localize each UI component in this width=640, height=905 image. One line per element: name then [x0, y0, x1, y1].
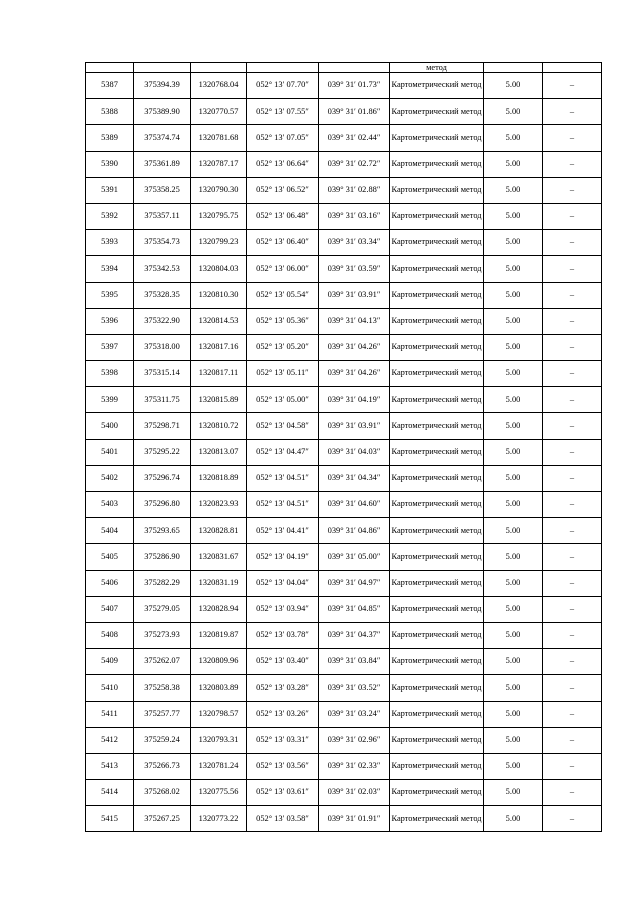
- description-cell: –: [543, 256, 602, 282]
- y-coordinate-cell: 1320803.89: [191, 675, 247, 701]
- accuracy-cell: 5.00: [484, 361, 543, 387]
- accuracy-cell: 5.00: [484, 596, 543, 622]
- method-cell: Картометрический метод: [390, 701, 484, 727]
- description-cell: –: [543, 282, 602, 308]
- latitude-cell: 052° 13′ 04.51″: [247, 465, 319, 491]
- y-coordinate-cell: 1320773.22: [191, 806, 247, 832]
- point-number-cell: 5398: [86, 361, 134, 387]
- point-number-cell: 5412: [86, 727, 134, 753]
- method-cell: Картометрический метод: [390, 544, 484, 570]
- point-number-cell: 5395: [86, 282, 134, 308]
- table-row: [86, 596, 602, 622]
- longitude-cell: 039° 31′ 04.13″: [319, 308, 390, 334]
- x-coordinate-cell: 375279.05: [134, 596, 191, 622]
- point-number-cell: 5393: [86, 230, 134, 256]
- point-number-cell: 5409: [86, 649, 134, 675]
- accuracy-cell: 5.00: [484, 806, 543, 832]
- table-row: [86, 649, 602, 675]
- table-row: [86, 622, 602, 648]
- x-coordinate-cell: 375374.74: [134, 125, 191, 151]
- continuation-cell: [484, 63, 543, 73]
- table-row: [86, 361, 602, 387]
- longitude-cell: 039° 31′ 03.24″: [319, 701, 390, 727]
- longitude-cell: 039° 31′ 03.16″: [319, 203, 390, 229]
- table-row: [86, 308, 602, 334]
- continuation-cell: [247, 63, 319, 73]
- point-number-cell: 5410: [86, 675, 134, 701]
- longitude-cell: 039° 31′ 03.91″: [319, 282, 390, 308]
- x-coordinate-cell: 375389.90: [134, 99, 191, 125]
- latitude-cell: 052° 13′ 03.40″: [247, 649, 319, 675]
- point-number-cell: 5404: [86, 518, 134, 544]
- description-cell: –: [543, 125, 602, 151]
- point-number-cell: 5396: [86, 308, 134, 334]
- table-row: [86, 492, 602, 518]
- x-coordinate-cell: 375354.73: [134, 230, 191, 256]
- method-cell: Картометрический метод: [390, 203, 484, 229]
- latitude-cell: 052° 13′ 04.47″: [247, 439, 319, 465]
- coordinates-table: [85, 62, 602, 832]
- longitude-cell: 039° 31′ 01.91″: [319, 806, 390, 832]
- longitude-cell: 039° 31′ 02.03″: [319, 780, 390, 806]
- x-coordinate-cell: 375258.38: [134, 675, 191, 701]
- latitude-cell: 052° 13′ 04.19″: [247, 544, 319, 570]
- method-cell: Картометрический метод: [390, 596, 484, 622]
- latitude-cell: 052° 13′ 04.04″: [247, 570, 319, 596]
- y-coordinate-cell: 1320810.30: [191, 282, 247, 308]
- description-cell: –: [543, 701, 602, 727]
- accuracy-cell: 5.00: [484, 727, 543, 753]
- y-coordinate-cell: 1320814.53: [191, 308, 247, 334]
- point-number-cell: 5413: [86, 753, 134, 779]
- description-cell: –: [543, 151, 602, 177]
- point-number-cell: 5391: [86, 177, 134, 203]
- accuracy-cell: 5.00: [484, 387, 543, 413]
- latitude-cell: 052° 13′ 05.20″: [247, 334, 319, 360]
- accuracy-cell: 5.00: [484, 492, 543, 518]
- point-number-cell: 5403: [86, 492, 134, 518]
- table-row: [86, 544, 602, 570]
- accuracy-cell: 5.00: [484, 151, 543, 177]
- longitude-cell: 039° 31′ 04.85″: [319, 596, 390, 622]
- y-coordinate-cell: 1320809.96: [191, 649, 247, 675]
- description-cell: –: [543, 570, 602, 596]
- x-coordinate-cell: 375293.65: [134, 518, 191, 544]
- latitude-cell: 052° 13′ 03.28″: [247, 675, 319, 701]
- latitude-cell: 052° 13′ 05.36″: [247, 308, 319, 334]
- x-coordinate-cell: 375266.73: [134, 753, 191, 779]
- accuracy-cell: 5.00: [484, 334, 543, 360]
- method-cell: Картометрический метод: [390, 387, 484, 413]
- longitude-cell: 039° 31′ 02.72″: [319, 151, 390, 177]
- accuracy-cell: 5.00: [484, 125, 543, 151]
- longitude-cell: 039° 31′ 04.60″: [319, 492, 390, 518]
- accuracy-cell: 5.00: [484, 701, 543, 727]
- method-cell: Картометрический метод: [390, 413, 484, 439]
- table-row: [86, 806, 602, 832]
- description-cell: –: [543, 465, 602, 491]
- y-coordinate-cell: 1320819.87: [191, 622, 247, 648]
- y-coordinate-cell: 1320817.16: [191, 334, 247, 360]
- accuracy-cell: 5.00: [484, 622, 543, 648]
- latitude-cell: 052° 13′ 03.31″: [247, 727, 319, 753]
- method-cell: Картометрический метод: [390, 361, 484, 387]
- y-coordinate-cell: 1320787.17: [191, 151, 247, 177]
- description-cell: –: [543, 518, 602, 544]
- longitude-cell: 039° 31′ 04.34″: [319, 465, 390, 491]
- method-cell: Картометрический метод: [390, 439, 484, 465]
- description-cell: –: [543, 649, 602, 675]
- y-coordinate-cell: 1320831.67: [191, 544, 247, 570]
- longitude-cell: 039° 31′ 02.88″: [319, 177, 390, 203]
- accuracy-cell: 5.00: [484, 544, 543, 570]
- y-coordinate-cell: 1320781.68: [191, 125, 247, 151]
- y-coordinate-cell: 1320768.04: [191, 73, 247, 99]
- longitude-cell: 039° 31′ 03.91″: [319, 413, 390, 439]
- description-cell: –: [543, 780, 602, 806]
- x-coordinate-cell: 375282.29: [134, 570, 191, 596]
- longitude-cell: 039° 31′ 03.84″: [319, 649, 390, 675]
- table-row: [86, 701, 602, 727]
- latitude-cell: 052° 13′ 07.05″: [247, 125, 319, 151]
- description-cell: –: [543, 675, 602, 701]
- y-coordinate-cell: 1320828.94: [191, 596, 247, 622]
- method-cell: Картометрический метод: [390, 780, 484, 806]
- point-number-cell: 5402: [86, 465, 134, 491]
- latitude-cell: 052° 13′ 06.48″: [247, 203, 319, 229]
- method-cell: Картометрический метод: [390, 230, 484, 256]
- latitude-cell: 052° 13′ 04.58″: [247, 413, 319, 439]
- table-row: [86, 73, 602, 99]
- longitude-cell: 039° 31′ 04.03″: [319, 439, 390, 465]
- latitude-cell: 052° 13′ 05.11″: [247, 361, 319, 387]
- x-coordinate-cell: 375298.71: [134, 413, 191, 439]
- table-row: [86, 413, 602, 439]
- y-coordinate-cell: 1320817.11: [191, 361, 247, 387]
- point-number-cell: 5405: [86, 544, 134, 570]
- latitude-cell: 052° 13′ 03.58″: [247, 806, 319, 832]
- point-number-cell: 5407: [86, 596, 134, 622]
- x-coordinate-cell: 375322.90: [134, 308, 191, 334]
- table-row: [86, 465, 602, 491]
- point-number-cell: 5399: [86, 387, 134, 413]
- table-row: [86, 387, 602, 413]
- point-number-cell: 5389: [86, 125, 134, 151]
- x-coordinate-cell: 375268.02: [134, 780, 191, 806]
- description-cell: –: [543, 177, 602, 203]
- table-row: [86, 780, 602, 806]
- latitude-cell: 052° 13′ 07.55″: [247, 99, 319, 125]
- y-coordinate-cell: 1320799.23: [191, 230, 247, 256]
- y-coordinate-cell: 1320793.31: [191, 727, 247, 753]
- method-cell: Картометрический метод: [390, 256, 484, 282]
- longitude-cell: 039° 31′ 02.44″: [319, 125, 390, 151]
- table-row: [86, 230, 602, 256]
- description-cell: –: [543, 622, 602, 648]
- x-coordinate-cell: 375262.07: [134, 649, 191, 675]
- x-coordinate-cell: 375267.25: [134, 806, 191, 832]
- accuracy-cell: 5.00: [484, 99, 543, 125]
- longitude-cell: 039° 31′ 04.19″: [319, 387, 390, 413]
- description-cell: –: [543, 73, 602, 99]
- method-cell: Картометрический метод: [390, 649, 484, 675]
- longitude-cell: 039° 31′ 04.37″: [319, 622, 390, 648]
- latitude-cell: 052° 13′ 03.61″: [247, 780, 319, 806]
- point-number-cell: 5406: [86, 570, 134, 596]
- latitude-cell: 052° 13′ 06.00″: [247, 256, 319, 282]
- longitude-cell: 039° 31′ 02.33″: [319, 753, 390, 779]
- latitude-cell: 052° 13′ 05.54″: [247, 282, 319, 308]
- table-row: [86, 518, 602, 544]
- x-coordinate-cell: 375295.22: [134, 439, 191, 465]
- description-cell: –: [543, 439, 602, 465]
- y-coordinate-cell: 1320810.72: [191, 413, 247, 439]
- table-row: [86, 675, 602, 701]
- description-cell: –: [543, 753, 602, 779]
- y-coordinate-cell: 1320823.93: [191, 492, 247, 518]
- latitude-cell: 052° 13′ 03.56″: [247, 753, 319, 779]
- longitude-cell: 039° 31′ 01.86″: [319, 99, 390, 125]
- method-cell: Картометрический метод: [390, 308, 484, 334]
- y-coordinate-cell: 1320790.30: [191, 177, 247, 203]
- latitude-cell: 052° 13′ 04.41″: [247, 518, 319, 544]
- accuracy-cell: 5.00: [484, 675, 543, 701]
- y-coordinate-cell: 1320813.07: [191, 439, 247, 465]
- accuracy-cell: 5.00: [484, 649, 543, 675]
- point-number-cell: 5408: [86, 622, 134, 648]
- x-coordinate-cell: 375357.11: [134, 203, 191, 229]
- method-cell: Картометрический метод: [390, 570, 484, 596]
- table-row: [86, 99, 602, 125]
- point-number-cell: 5387: [86, 73, 134, 99]
- latitude-cell: 052° 13′ 03.26″: [247, 701, 319, 727]
- method-cell: Картометрический метод: [390, 518, 484, 544]
- method-cell: Картометрический метод: [390, 73, 484, 99]
- point-number-cell: 5401: [86, 439, 134, 465]
- method-cell: Картометрический метод: [390, 465, 484, 491]
- table-row: [86, 439, 602, 465]
- accuracy-cell: 5.00: [484, 203, 543, 229]
- method-cell: Картометрический метод: [390, 125, 484, 151]
- longitude-cell: 039° 31′ 01.73″: [319, 73, 390, 99]
- description-cell: –: [543, 99, 602, 125]
- x-coordinate-cell: 375259.24: [134, 727, 191, 753]
- x-coordinate-cell: 375273.93: [134, 622, 191, 648]
- point-number-cell: 5394: [86, 256, 134, 282]
- coordinates-table-sheet: [85, 62, 601, 832]
- method-cell: Картометрический метод: [390, 675, 484, 701]
- table-row: [86, 570, 602, 596]
- x-coordinate-cell: 375315.14: [134, 361, 191, 387]
- accuracy-cell: 5.00: [484, 439, 543, 465]
- longitude-cell: 039° 31′ 05.00″: [319, 544, 390, 570]
- point-number-cell: 5415: [86, 806, 134, 832]
- description-cell: –: [543, 544, 602, 570]
- continuation-cell: [319, 63, 390, 73]
- method-cell: Картометрический метод: [390, 492, 484, 518]
- table-row: [86, 727, 602, 753]
- continuation-cell: [191, 63, 247, 73]
- x-coordinate-cell: 375318.00: [134, 334, 191, 360]
- point-number-cell: 5411: [86, 701, 134, 727]
- point-number-cell: 5392: [86, 203, 134, 229]
- y-coordinate-cell: 1320795.75: [191, 203, 247, 229]
- x-coordinate-cell: 375296.80: [134, 492, 191, 518]
- description-cell: –: [543, 387, 602, 413]
- table-row: [86, 334, 602, 360]
- latitude-cell: 052° 13′ 07.70″: [247, 73, 319, 99]
- table-row: [86, 282, 602, 308]
- table-row: [86, 256, 602, 282]
- accuracy-cell: 5.00: [484, 230, 543, 256]
- continuation-cell: [543, 63, 602, 73]
- description-cell: –: [543, 308, 602, 334]
- method-cell: Картометрический метод: [390, 282, 484, 308]
- description-cell: –: [543, 203, 602, 229]
- longitude-cell: 039° 31′ 03.52″: [319, 675, 390, 701]
- table-row: [86, 177, 602, 203]
- x-coordinate-cell: 375342.53: [134, 256, 191, 282]
- accuracy-cell: 5.00: [484, 465, 543, 491]
- x-coordinate-cell: 375257.77: [134, 701, 191, 727]
- accuracy-cell: 5.00: [484, 282, 543, 308]
- point-number-cell: 5414: [86, 780, 134, 806]
- description-cell: –: [543, 727, 602, 753]
- accuracy-cell: 5.00: [484, 413, 543, 439]
- accuracy-cell: 5.00: [484, 518, 543, 544]
- longitude-cell: 039° 31′ 04.86″: [319, 518, 390, 544]
- latitude-cell: 052° 13′ 03.78″: [247, 622, 319, 648]
- y-coordinate-cell: 1320828.81: [191, 518, 247, 544]
- x-coordinate-cell: 375361.89: [134, 151, 191, 177]
- continuation-cell: [134, 63, 191, 73]
- point-number-cell: 5397: [86, 334, 134, 360]
- x-coordinate-cell: 375296.74: [134, 465, 191, 491]
- y-coordinate-cell: 1320815.89: [191, 387, 247, 413]
- method-cell: Картометрический метод: [390, 753, 484, 779]
- table-row: [86, 203, 602, 229]
- table-row: [86, 125, 602, 151]
- table-body: [86, 63, 602, 832]
- continuation-row: [86, 63, 602, 73]
- accuracy-cell: 5.00: [484, 570, 543, 596]
- y-coordinate-cell: 1320831.19: [191, 570, 247, 596]
- description-cell: –: [543, 492, 602, 518]
- description-cell: –: [543, 334, 602, 360]
- longitude-cell: 039° 31′ 04.26″: [319, 334, 390, 360]
- accuracy-cell: 5.00: [484, 256, 543, 282]
- description-cell: –: [543, 230, 602, 256]
- description-cell: –: [543, 806, 602, 832]
- longitude-cell: 039° 31′ 04.26″: [319, 361, 390, 387]
- y-coordinate-cell: 1320804.03: [191, 256, 247, 282]
- point-number-cell: 5388: [86, 99, 134, 125]
- y-coordinate-cell: 1320775.56: [191, 780, 247, 806]
- description-cell: –: [543, 361, 602, 387]
- x-coordinate-cell: 375328.35: [134, 282, 191, 308]
- x-coordinate-cell: 375311.75: [134, 387, 191, 413]
- longitude-cell: 039° 31′ 04.97″: [319, 570, 390, 596]
- description-cell: –: [543, 413, 602, 439]
- method-cell: Картометрический метод: [390, 334, 484, 360]
- point-number-cell: 5400: [86, 413, 134, 439]
- method-cell: Картометрический метод: [390, 151, 484, 177]
- point-number-cell: 5390: [86, 151, 134, 177]
- method-cell: Картометрический метод: [390, 622, 484, 648]
- y-coordinate-cell: 1320818.89: [191, 465, 247, 491]
- accuracy-cell: 5.00: [484, 780, 543, 806]
- continuation-method-cell: метод: [390, 63, 484, 73]
- latitude-cell: 052° 13′ 05.00″: [247, 387, 319, 413]
- description-cell: –: [543, 596, 602, 622]
- accuracy-cell: 5.00: [484, 753, 543, 779]
- method-cell: Картометрический метод: [390, 99, 484, 125]
- y-coordinate-cell: 1320781.24: [191, 753, 247, 779]
- latitude-cell: 052° 13′ 04.51″: [247, 492, 319, 518]
- y-coordinate-cell: 1320798.57: [191, 701, 247, 727]
- method-cell: Картометрический метод: [390, 177, 484, 203]
- x-coordinate-cell: 375286.90: [134, 544, 191, 570]
- x-coordinate-cell: 375358.25: [134, 177, 191, 203]
- accuracy-cell: 5.00: [484, 308, 543, 334]
- longitude-cell: 039° 31′ 03.34″: [319, 230, 390, 256]
- latitude-cell: 052° 13′ 06.40″: [247, 230, 319, 256]
- table-row: [86, 753, 602, 779]
- method-cell: Картометрический метод: [390, 806, 484, 832]
- longitude-cell: 039° 31′ 02.96″: [319, 727, 390, 753]
- method-cell: Картометрический метод: [390, 727, 484, 753]
- longitude-cell: 039° 31′ 03.59″: [319, 256, 390, 282]
- continuation-cell: [86, 63, 134, 73]
- x-coordinate-cell: 375394.39: [134, 73, 191, 99]
- accuracy-cell: 5.00: [484, 177, 543, 203]
- latitude-cell: 052° 13′ 03.94″: [247, 596, 319, 622]
- accuracy-cell: 5.00: [484, 73, 543, 99]
- latitude-cell: 052° 13′ 06.64″: [247, 151, 319, 177]
- y-coordinate-cell: 1320770.57: [191, 99, 247, 125]
- latitude-cell: 052° 13′ 06.52″: [247, 177, 319, 203]
- table-row: [86, 151, 602, 177]
